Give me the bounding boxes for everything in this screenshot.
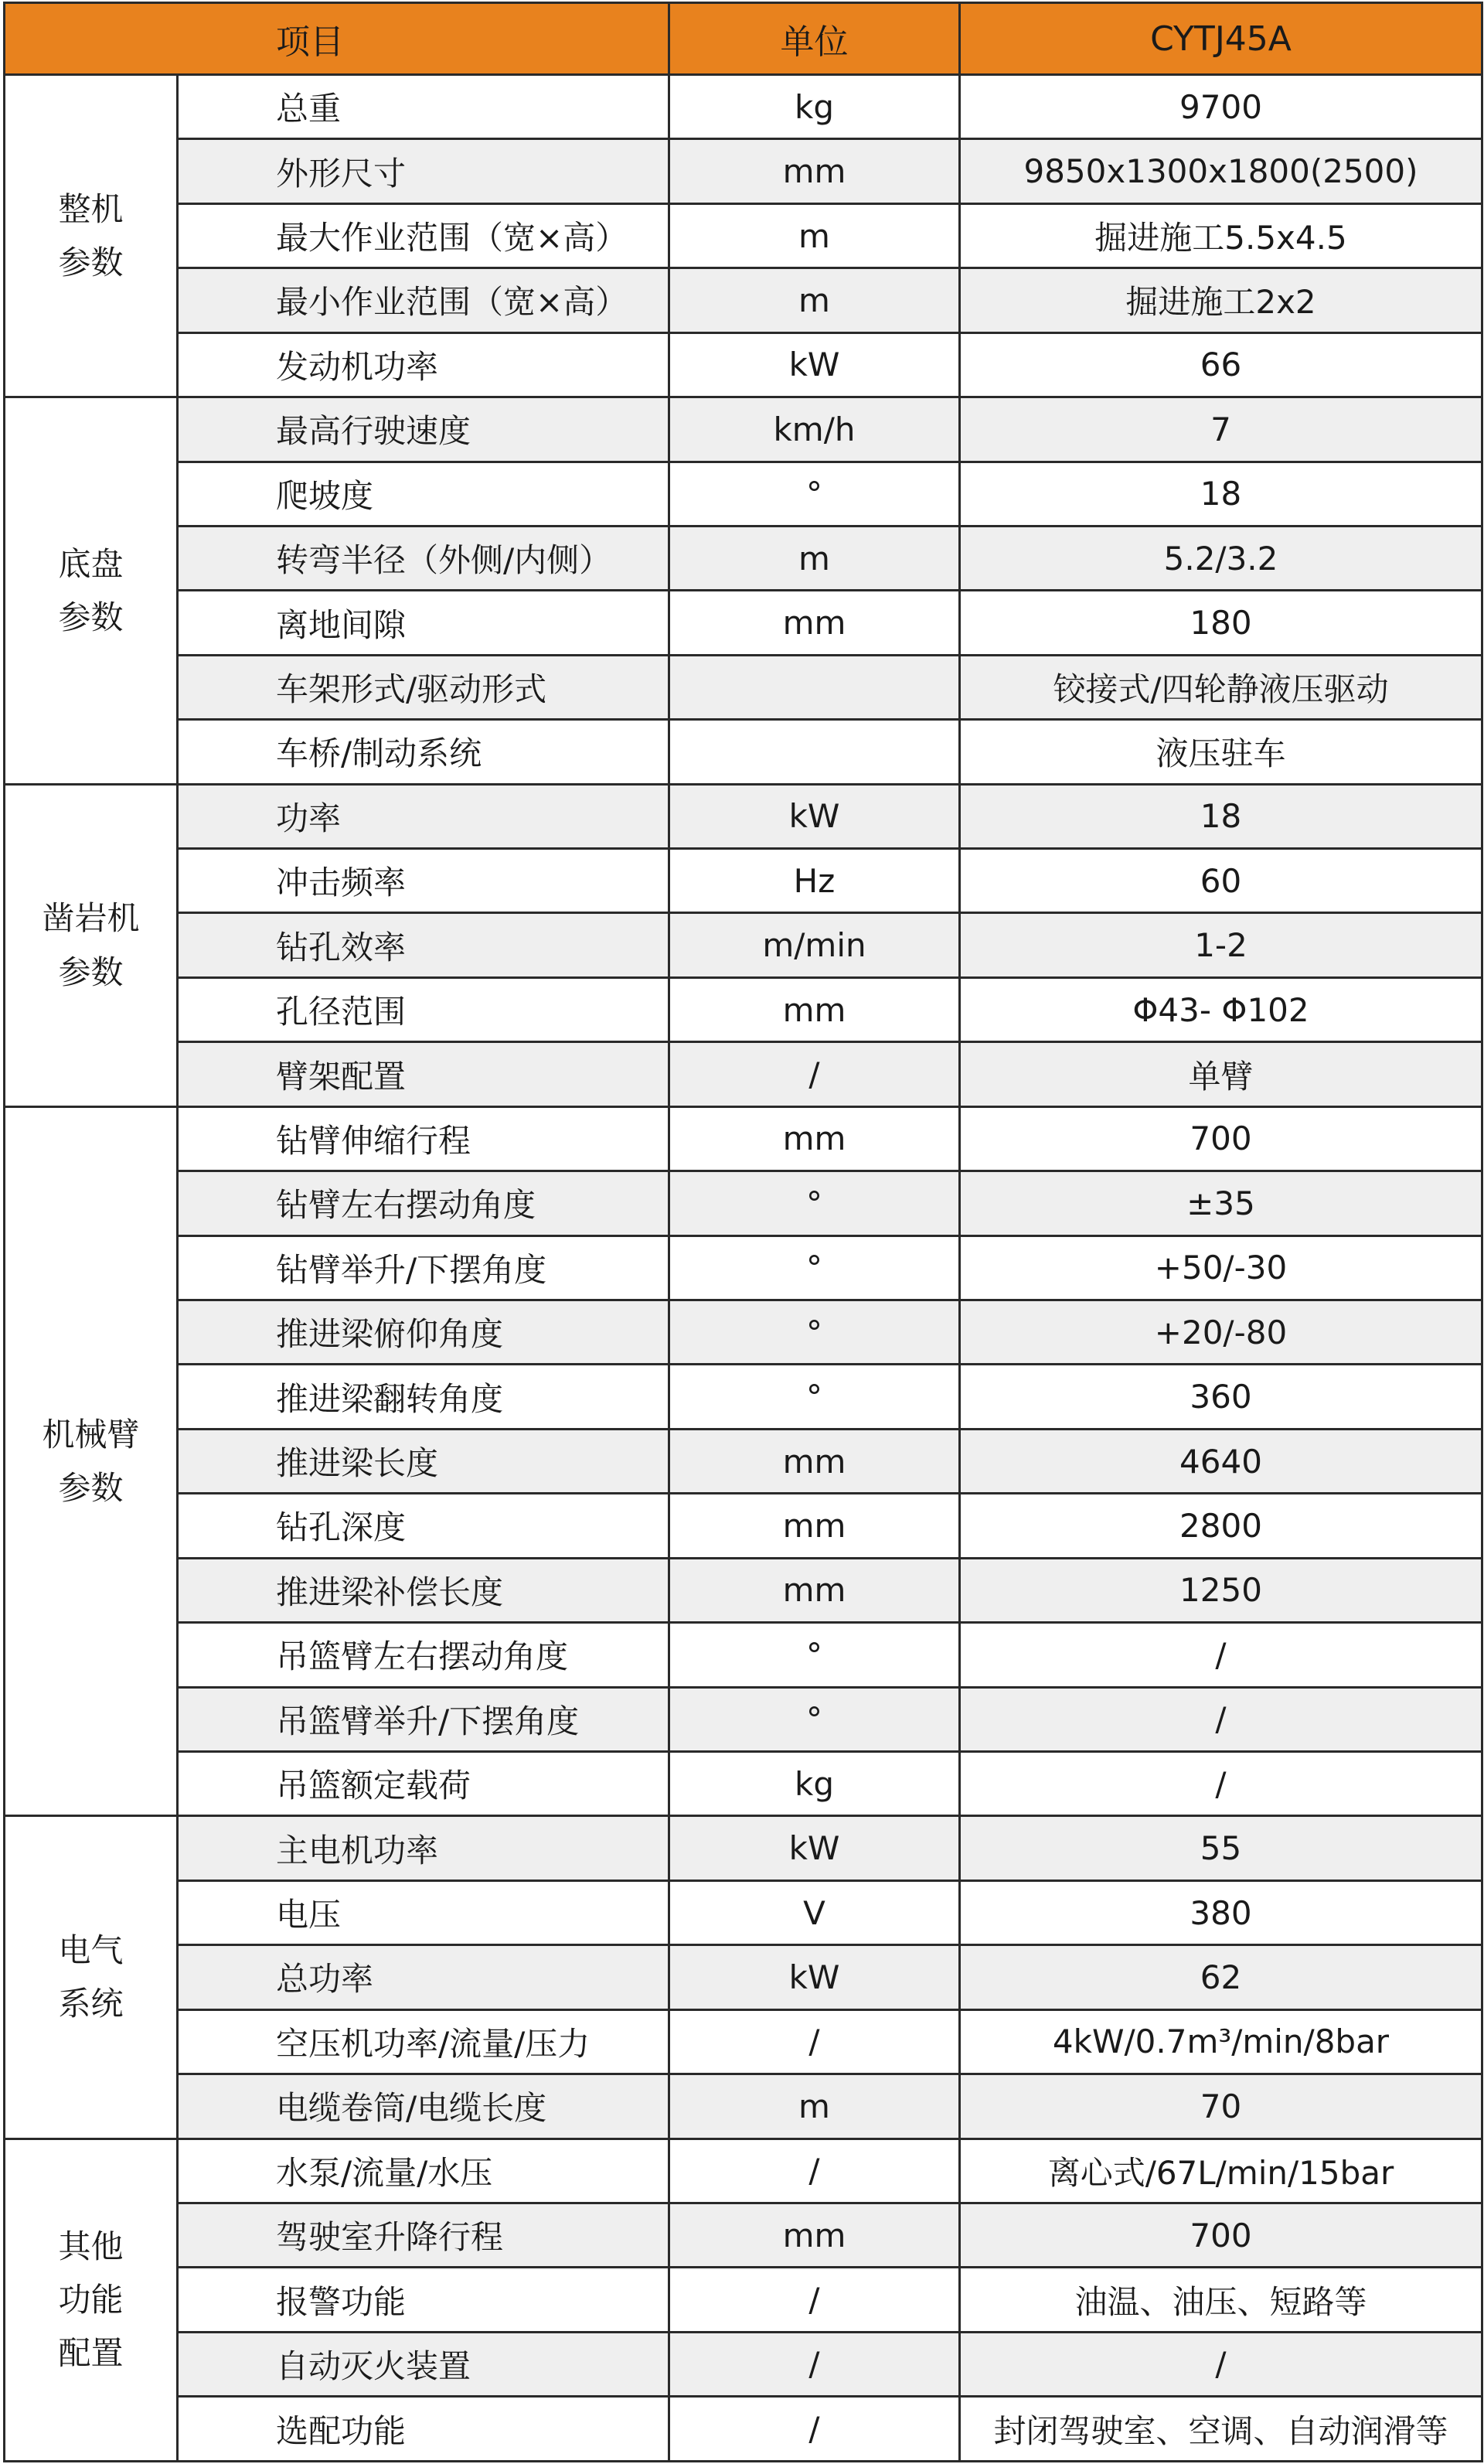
spec-item: 空压机功率/流量/压力 bbox=[178, 2009, 669, 2074]
spec-value: 掘进施工5.5x4.5 bbox=[960, 203, 1482, 268]
spec-item: 离地间隙 bbox=[178, 591, 669, 655]
spec-unit: / bbox=[669, 2009, 960, 2074]
spec-value: / bbox=[960, 1623, 1482, 1687]
spec-value: 5.2/3.2 bbox=[960, 526, 1482, 590]
spec-unit: ° bbox=[669, 462, 960, 526]
spec-value: 360 bbox=[960, 1365, 1482, 1429]
spec-value: +20/-80 bbox=[960, 1300, 1482, 1365]
spec-value: 66 bbox=[960, 332, 1482, 397]
spec-value: 液压驻车 bbox=[960, 720, 1482, 784]
spec-unit: mm bbox=[669, 139, 960, 203]
group-title bbox=[5, 1106, 178, 1816]
table-row bbox=[5, 2009, 1482, 2074]
table-row bbox=[5, 2203, 1482, 2267]
spec-item: 冲击频率 bbox=[178, 849, 669, 913]
spec-unit: m bbox=[669, 2074, 960, 2139]
group-title-line: 底盘 bbox=[58, 544, 124, 583]
spec-unit: m bbox=[669, 268, 960, 332]
spec-unit: ° bbox=[669, 1623, 960, 1687]
table-row bbox=[5, 849, 1482, 913]
spec-item: 最小作业范围（宽×高） bbox=[178, 268, 669, 332]
spec-unit: / bbox=[669, 2332, 960, 2396]
group-title-line: 功能 bbox=[58, 2281, 124, 2319]
group-title bbox=[5, 784, 178, 1106]
spec-value: 700 bbox=[960, 2203, 1482, 2267]
spec-item: 报警功能 bbox=[178, 2268, 669, 2332]
spec-item: 钻孔效率 bbox=[178, 913, 669, 977]
spec-item: 水泵/流量/水压 bbox=[178, 2139, 669, 2203]
header-model: CYTJ45A bbox=[960, 3, 1482, 75]
spec-unit: mm bbox=[669, 1429, 960, 1493]
group-title bbox=[5, 397, 178, 785]
table-row bbox=[5, 2139, 1482, 2203]
table-row bbox=[5, 1235, 1482, 1300]
table-row bbox=[5, 75, 1482, 139]
spec-item: 最大作业范围（宽×高） bbox=[178, 203, 669, 268]
spec-value: +50/-30 bbox=[960, 1235, 1482, 1300]
spec-value: 55 bbox=[960, 1816, 1482, 1880]
spec-item: 推进梁俯仰角度 bbox=[178, 1300, 669, 1365]
table-row bbox=[5, 2397, 1482, 2462]
spec-item: 驾驶室升降行程 bbox=[178, 2203, 669, 2267]
spec-item: 臂架配置 bbox=[178, 1042, 669, 1106]
table-row bbox=[5, 1880, 1482, 1944]
spec-unit: m/min bbox=[669, 913, 960, 977]
spec-unit: kg bbox=[669, 75, 960, 139]
group-title bbox=[5, 75, 178, 397]
table-row bbox=[5, 2074, 1482, 2139]
table-row bbox=[5, 784, 1482, 848]
spec-item: 吊篮臂举升/下摆角度 bbox=[178, 1687, 669, 1751]
table-row bbox=[5, 332, 1482, 397]
spec-value: Φ43- Φ102 bbox=[960, 977, 1482, 1041]
group-title-line: 参数 bbox=[58, 953, 124, 991]
spec-item: 爬坡度 bbox=[178, 462, 669, 526]
table-row bbox=[5, 720, 1482, 784]
spec-value: 封闭驾驶室、空调、自动润滑等 bbox=[960, 2397, 1482, 2462]
spec-item: 电压 bbox=[178, 1880, 669, 1944]
table-row bbox=[5, 913, 1482, 977]
spec-unit: kg bbox=[669, 1751, 960, 1815]
spec-unit: mm bbox=[669, 977, 960, 1041]
group-title bbox=[5, 2139, 178, 2462]
spec-value: 4kW/0.7m³/min/8bar bbox=[960, 2009, 1482, 2074]
spec-item: 发动机功率 bbox=[178, 332, 669, 397]
spec-item: 功率 bbox=[178, 784, 669, 848]
spec-item: 总功率 bbox=[178, 1945, 669, 2009]
spec-unit: / bbox=[669, 2397, 960, 2462]
group-title-line: 机械臂 bbox=[42, 1415, 140, 1454]
table-row bbox=[5, 1623, 1482, 1687]
spec-value: / bbox=[960, 1687, 1482, 1751]
spec-item: 电缆卷筒/电缆长度 bbox=[178, 2074, 669, 2139]
table-row bbox=[5, 1365, 1482, 1429]
spec-unit: V bbox=[669, 1880, 960, 1944]
group-title-line: 电气 bbox=[58, 1931, 124, 1970]
spec-item: 吊篮臂左右摆动角度 bbox=[178, 1623, 669, 1687]
spec-item: 车桥/制动系统 bbox=[178, 720, 669, 784]
spec-item: 推进梁翻转角度 bbox=[178, 1365, 669, 1429]
table-row bbox=[5, 2332, 1482, 2396]
spec-item: 外形尺寸 bbox=[178, 139, 669, 203]
table-row bbox=[5, 268, 1482, 332]
spec-value: ±35 bbox=[960, 1171, 1482, 1235]
spec-item: 推进梁补偿长度 bbox=[178, 1558, 669, 1622]
table-row bbox=[5, 1300, 1482, 1365]
table-row bbox=[5, 1945, 1482, 2009]
spec-value: 铰接式/四轮静液压驱动 bbox=[960, 655, 1482, 719]
table-row bbox=[5, 1687, 1482, 1751]
spec-unit: ° bbox=[669, 1235, 960, 1300]
spec-value: / bbox=[960, 1751, 1482, 1815]
spec-item: 选配功能 bbox=[178, 2397, 669, 2462]
spec-value: 2800 bbox=[960, 1494, 1482, 1558]
table-row bbox=[5, 977, 1482, 1041]
group-title-line: 凿岩机 bbox=[42, 899, 140, 938]
spec-unit: mm bbox=[669, 1106, 960, 1171]
spec-unit: mm bbox=[669, 1558, 960, 1622]
spec-value: 62 bbox=[960, 1945, 1482, 2009]
table-row bbox=[5, 2268, 1482, 2332]
table-row bbox=[5, 1816, 1482, 1880]
group-title-line: 参数 bbox=[58, 1469, 124, 1508]
spec-unit: mm bbox=[669, 2203, 960, 2267]
table-row bbox=[5, 397, 1482, 462]
table-row bbox=[5, 655, 1482, 719]
header-row bbox=[5, 3, 1482, 75]
spec-item: 钻孔深度 bbox=[178, 1494, 669, 1558]
spec-value: / bbox=[960, 2332, 1482, 2396]
spec-value: 1-2 bbox=[960, 913, 1482, 977]
spec-unit: km/h bbox=[669, 397, 960, 462]
spec-value: 油温、油压、短路等 bbox=[960, 2268, 1482, 2332]
spec-unit: mm bbox=[669, 1494, 960, 1558]
spec-unit: mm bbox=[669, 591, 960, 655]
header-item: 项目 bbox=[5, 3, 669, 75]
group-title-line: 系统 bbox=[58, 1985, 124, 2023]
spec-value: 380 bbox=[960, 1880, 1482, 1944]
spec-unit: kW bbox=[669, 1945, 960, 2009]
spec-unit: m bbox=[669, 203, 960, 268]
spec-unit: ° bbox=[669, 1365, 960, 1429]
spec-item: 钻臂左右摆动角度 bbox=[178, 1171, 669, 1235]
table-row bbox=[5, 1171, 1482, 1235]
spec-value: 单臂 bbox=[960, 1042, 1482, 1106]
header-unit: 单位 bbox=[669, 3, 960, 75]
group-title-line: 参数 bbox=[58, 244, 124, 282]
spec-item: 钻臂举升/下摆角度 bbox=[178, 1235, 669, 1300]
table-row bbox=[5, 462, 1482, 526]
spec-value: 4640 bbox=[960, 1429, 1482, 1493]
table-row bbox=[5, 1751, 1482, 1815]
spec-item: 总重 bbox=[178, 75, 669, 139]
table-row bbox=[5, 203, 1482, 268]
spec-item: 车架形式/驱动形式 bbox=[178, 655, 669, 719]
spec-unit: kW bbox=[669, 332, 960, 397]
spec-unit: / bbox=[669, 1042, 960, 1106]
spec-unit: kW bbox=[669, 784, 960, 848]
spec-unit: / bbox=[669, 2268, 960, 2332]
spec-item: 自动灭火装置 bbox=[178, 2332, 669, 2396]
spec-item: 吊篮额定载荷 bbox=[178, 1751, 669, 1815]
spec-value: 离心式/67L/min/15bar bbox=[960, 2139, 1482, 2203]
spec-unit: ° bbox=[669, 1687, 960, 1751]
table-row bbox=[5, 1042, 1482, 1106]
spec-value: 9700 bbox=[960, 75, 1482, 139]
spec-unit: Hz bbox=[669, 849, 960, 913]
group-title-line: 配置 bbox=[58, 2334, 124, 2373]
group-title-line: 整机 bbox=[58, 189, 124, 228]
spec-item: 孔径范围 bbox=[178, 977, 669, 1041]
table-row bbox=[5, 591, 1482, 655]
spec-value: 18 bbox=[960, 784, 1482, 848]
spec-value: 60 bbox=[960, 849, 1482, 913]
spec-item: 钻臂伸缩行程 bbox=[178, 1106, 669, 1171]
table-row bbox=[5, 1494, 1482, 1558]
spec-unit bbox=[669, 655, 960, 719]
spec-item: 转弯半径（外侧/内侧） bbox=[178, 526, 669, 590]
spec-unit: kW bbox=[669, 1816, 960, 1880]
spec-unit bbox=[669, 720, 960, 784]
table-row bbox=[5, 1106, 1482, 1171]
spec-unit: ° bbox=[669, 1300, 960, 1365]
spec-body bbox=[5, 75, 1482, 2462]
group-title-line: 参数 bbox=[58, 598, 124, 636]
spec-unit: m bbox=[669, 526, 960, 590]
table-row bbox=[5, 1558, 1482, 1622]
group-title bbox=[5, 1816, 178, 2139]
spec-value: 70 bbox=[960, 2074, 1482, 2139]
spec-item: 主电机功率 bbox=[178, 1816, 669, 1880]
spec-value: 1250 bbox=[960, 1558, 1482, 1622]
spec-unit: ° bbox=[669, 1171, 960, 1235]
spec-value: 180 bbox=[960, 591, 1482, 655]
group-title-line: 其他 bbox=[58, 2227, 124, 2265]
spec-item: 推进梁长度 bbox=[178, 1429, 669, 1493]
spec-value: 7 bbox=[960, 397, 1482, 462]
spec-unit: / bbox=[669, 2139, 960, 2203]
spec-table bbox=[3, 2, 1483, 2462]
table-row bbox=[5, 139, 1482, 203]
spec-value: 700 bbox=[960, 1106, 1482, 1171]
spec-value: 18 bbox=[960, 462, 1482, 526]
spec-value: 9850x1300x1800(2500) bbox=[960, 139, 1482, 203]
spec-value: 掘进施工2x2 bbox=[960, 268, 1482, 332]
spec-item: 最高行驶速度 bbox=[178, 397, 669, 462]
table-row bbox=[5, 526, 1482, 590]
table-row bbox=[5, 1429, 1482, 1493]
